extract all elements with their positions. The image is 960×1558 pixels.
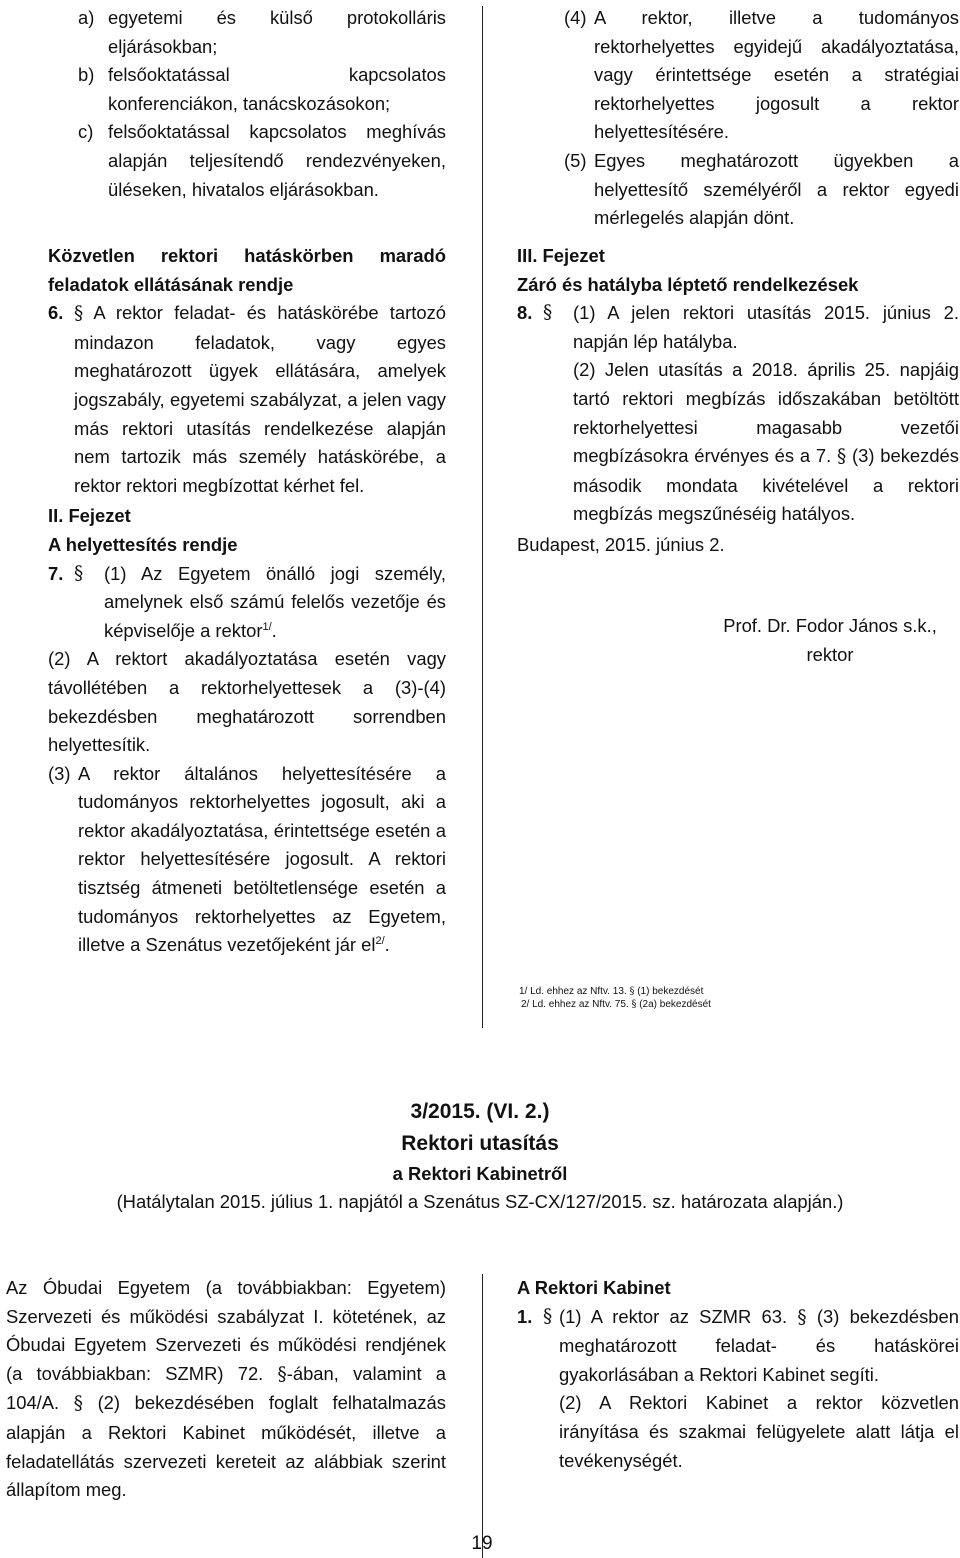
kabinet-paragraph-1-1-body-end: (3) bekezdésben meghatározott feladat- és hatáskörei gyakorlásában a Rektori Kabinet segíti. [559, 1305, 959, 1385]
top-right-column-main [517, 242, 959, 560]
footnote-1-ref: (1) bekezdését [637, 986, 704, 997]
top-left-column-main [48, 242, 446, 960]
list-item-c [78, 118, 446, 204]
top-left-column [78, 4, 446, 204]
paragraph-7 [48, 560, 446, 646]
signatory-name: Prof. Dr. Fodor János s.k., [723, 615, 937, 636]
section-sign: § [74, 303, 84, 325]
paragraph-7-5-text: Egyes meghatározott ügyekben a helyettesítő személyéről a rektor egyedi mérlegelés alapján dönt. [594, 149, 959, 229]
place-date: Budapest, 2015. június 2. [517, 533, 725, 555]
signatory-title: rektor [806, 643, 854, 665]
paragraph-6 [48, 299, 446, 500]
intro-text-3: (2) bekezdésében foglalt felhatalmazás alapján a Rektori Kabinet működését, illetve a feladatellátás szervezeti kereteit az alábbiak szerint állapítom meg. [6, 1392, 446, 1501]
paragraph-8-1 [543, 299, 959, 356]
document-note: (Hatálytalan 2015. július 1. napjától a Szenátus SZ-CX/127/2015. sz. határozata alapján.) [116, 1191, 844, 1212]
page-number-text: 19 [471, 1533, 493, 1554]
kabinet-paragraph-1-number: 1. [517, 1305, 533, 1327]
paragraph-7-1-end: . [271, 619, 277, 641]
footnote-2 [519, 998, 819, 1011]
footnote-1 [519, 985, 819, 998]
chapter-2-heading: II. Fejezet [48, 505, 131, 527]
paragraph-7-1-body: (1) Az Egyetem önálló jogi személy, amelynek első számú felelős vezetője és képviselője a rektor [104, 562, 446, 641]
paragraph-8-2-body-end: (3) bekezdés második mondata kivételével a rektori megbízás megszűnéséig hatályos. [573, 445, 959, 525]
section-sign: § [73, 1393, 83, 1415]
footnote-2-text: 2/ Ld. ehhez az Nftv. 75. [521, 999, 629, 1010]
list-label-c: c) [78, 121, 94, 143]
paragraph-6-body: A rektor feladat- és hatáskörébe tartozó mindazon feladatok, vagy egyes meghatározott ügyek ellátására, amelyek jogszabály, egyetemi szabályzat, a jelen vagy más rektori utasítás rendelkezése alapján nem tartozik más személy hatáskörébe, a rektor rektori megbízottat kérhet fel. [74, 302, 446, 496]
paragraph-7-number: 7. [48, 562, 64, 584]
paragraph-7-3-label: (3) [48, 762, 71, 784]
footnote-ref-1: 1/ [262, 620, 272, 633]
kabinet-heading: A Rektori Kabinet [517, 1277, 671, 1298]
kabinet-paragraph-1-2: (2) A Rektori Kabinet a rektor közvetlen irányítása és szakmai felügyelete alatt látja el tevékenységét. [559, 1392, 959, 1471]
paragraph-7-4 [564, 4, 959, 147]
list-text-b: felsőoktatással kapcsolatos konferenciákon, tanácskozásokon; [108, 64, 446, 114]
kabinet-paragraph-1-1-body: (1) A rektor az SZMR 63. [559, 1305, 788, 1327]
paragraph-8-number: 8. [517, 302, 533, 324]
chapter-3-heading: III. Fejezet [517, 245, 605, 266]
footnote-1-text: 1/ Ld. ehhez az Nftv. 13. [519, 986, 627, 997]
paragraph-7-4-label: (4) [564, 7, 587, 28]
list-label-a: a) [78, 7, 95, 28]
chapter-2-title: A helyettesítés rendje [48, 533, 238, 555]
section-sign: § [74, 562, 84, 584]
intro-text-2: -ában, valamint a 104/A. [6, 1362, 446, 1414]
footnote-2-ref: (2a) bekezdését [639, 999, 711, 1010]
paragraph-7-1 [74, 560, 446, 646]
paragraph-8-2 [573, 356, 959, 529]
footnote-ref-2: 2/ [375, 935, 385, 948]
column-divider-top [482, 6, 483, 1028]
section-sign: § [631, 999, 637, 1010]
section-sign: § [797, 1306, 807, 1328]
paragraph-7-3-text [78, 760, 446, 960]
chapter-3-title: Záró és hatályba léptető rendelkezések [517, 273, 859, 295]
intro-paragraph [6, 1274, 446, 1505]
paragraph-7-1-text [104, 560, 446, 646]
paragraph-7-4-text: A rektor, illetve a tudományos rektorhelyettes egyidejű akadályoztatása, vagy érintettsége esetén a stratégiai rektorhelyettes jogosult a rektor helyettesítésére. [594, 7, 959, 143]
section-sign: § [629, 986, 635, 997]
list-text-c: felsőoktatással kapcsolatos meghívás alapján teljesítendő rendezvényeken, üléseken, hivatalos eljárásokban. [108, 121, 446, 200]
section-sign: § [837, 446, 847, 468]
document-number: 3/2015. (VI. 2.) [410, 1100, 550, 1123]
list-label-b: b) [78, 64, 95, 86]
page-number [442, 1532, 522, 1556]
document-header [0, 1096, 960, 1216]
paragraph-8-1-text: (1) A jelen rektori utasítás 2015. június 2. napján lép hatályba. [573, 302, 959, 352]
bottom-left-column [6, 1274, 446, 1505]
paragraph-7-3-body: A rektor általános helyettesítésére a tudományos rektorhelyettes jogosult, aki a rektor akadályoztatása, érintettsége esetén a rektor helyettesítésére jogosult. A rektori tisztség átmeneti betöltetlensége esetén a tudományos rektorhelyettes az Egyetem, illetve a Szenátus vezetőjeként jár el [78, 762, 446, 956]
section-sign: § [543, 1305, 553, 1327]
paragraph-7-3 [48, 760, 446, 960]
section-sign: § [543, 302, 553, 324]
heading-kozvetlen: Közvetlen rektori hatáskörben maradó feladatok ellátásának rendje [48, 245, 446, 295]
bottom-right-column [517, 1274, 959, 1475]
list-item-a [78, 4, 446, 61]
signature-block [700, 612, 960, 669]
paragraph-7-2: (2) A rektort akadályoztatása esetén vagy távollétében a rektorhelyettesek a (3)-(4) bekezdésben meghatározott sorrendben helyettesítik. [48, 648, 446, 756]
intro-text: Az Óbudai Egyetem (a továbbiakban: Egyetem) Szervezeti és működési szabályzat I. kötetének, az Óbudai Egyetem Szervezeti és működési rendjének (a továbbiakban: SZMR) 72. [6, 1277, 446, 1384]
top-right-column [564, 4, 959, 233]
footnotes [519, 985, 819, 1011]
document-title: Rektori utasítás [401, 1132, 559, 1155]
section-sign: § [277, 1363, 287, 1385]
paragraph-8-2-body: (2) Jelen utasítás a 2018. április 25. napjáig tartó rektori megbízás időszakában betöltött rektorhelyettesi magasabb vezetői megbízásokra érvényes és a 7. [573, 359, 959, 467]
paragraph-6-text [74, 299, 446, 500]
paragraph-7-5 [564, 147, 959, 233]
kabinet-paragraph-1 [517, 1303, 959, 1476]
kabinet-paragraph-1-1 [543, 1303, 959, 1390]
kabinet-paragraph-1-1-text [559, 1303, 959, 1390]
paragraph-8 [517, 299, 959, 529]
column-divider-bottom [482, 1274, 483, 1558]
list-item-b [78, 61, 446, 118]
paragraph-7-5-label: (5) [564, 149, 587, 171]
paragraph-7-3-end: . [384, 934, 390, 956]
document-subtitle: a Rektori Kabinetről [392, 1163, 568, 1184]
paragraph-6-number: 6. [48, 302, 64, 324]
list-text-a: egyetemi és külső protokolláris eljárásokban; [108, 7, 446, 57]
